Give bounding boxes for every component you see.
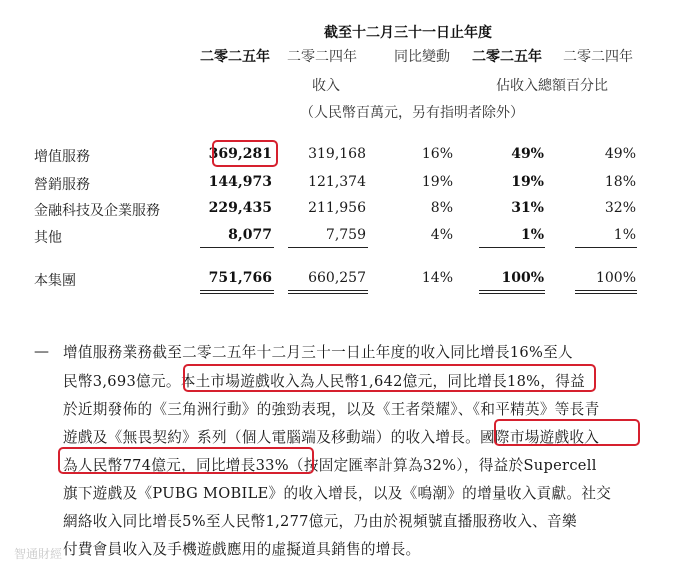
col-header-yoy: 同比變動 [394,49,450,65]
value-yoy: 19% [421,174,453,190]
value-2024: 319,168 [308,146,366,162]
pct-2024: 49% [604,146,636,162]
watermark: 智通財經 [14,547,63,561]
highlight-box [494,419,640,446]
col-header-2025-revenue: 二零二五年 [200,49,270,65]
highlight-box [212,140,278,167]
value-yoy: 16% [421,146,453,162]
bullet-dash: — [34,342,49,360]
value-2025: 229,435 [208,200,272,216]
col-header-2025-pct: 二零二五年 [472,49,542,65]
pct-2024: 18% [604,174,636,190]
value-yoy: 14% [421,270,453,286]
group-header-revenue: 收入 [312,78,340,94]
paragraph-line: 旗下遊戲及《PUBG MOBILE》的收入增長，以及《鳴潮》的增量收入貢獻。社交 [63,485,612,502]
subtotal-rule [479,247,545,248]
pct-2025: 31% [511,200,544,216]
pct-2025: 1% [520,227,544,243]
row-label: 增值服務 [34,149,90,165]
paragraph-line: 民幣3,693億元。本土市場遊戲收入為人民幣1,642億元，同比增長18%，得益 [63,373,586,390]
table-top-header: 截至十二月三十一日止年度 [324,25,492,41]
highlight-box [183,364,596,392]
paragraph-line: 增值服務業務截至二零二五年十二月三十一日止年度的收入同比增長16%至人 [63,344,573,361]
value-2024: 660,257 [308,270,366,286]
paragraph-line: 於近期發佈的《三角洲行動》的強勁表現，以及《王者榮耀》、《和平精英》等長青 [63,401,600,418]
value-2025: 751,766 [208,270,272,286]
paragraph-line: 為人民幣774億元，同比增長33%（按固定匯率計算為32%），得益於Supercell [63,457,597,474]
value-2024: 211,956 [308,200,366,216]
total-double-rule [575,290,637,294]
highlight-box [58,447,314,474]
pct-2025: 49% [511,146,544,162]
value-2025: 8,077 [228,227,272,243]
pct-2024: 100% [595,270,636,286]
paragraph-line: 付費會員收入及手機遊戲應用的虛擬道具銷售的增長。 [63,541,421,558]
total-double-rule [200,290,274,294]
total-double-rule [479,290,545,294]
row-label: 本集團 [34,273,76,289]
value-2025: 369,281 [208,146,272,162]
value-2025: 144,973 [208,174,272,190]
total-double-rule [288,290,368,294]
pct-2024: 1% [613,227,636,243]
col-header-2024-revenue: 二零二四年 [287,49,357,65]
subtotal-rule [575,247,637,248]
value-yoy: 8% [430,200,453,216]
row-label: 金融科技及企業服務 [34,203,160,219]
paragraph-line: 遊戲及《無畏契約》系列（個人電腦端及移動端）的收入增長。國際市場遊戲收入 [63,429,600,446]
row-label: 營銷服務 [34,177,90,193]
value-2024: 121,374 [308,174,366,190]
value-yoy: 4% [430,227,453,243]
row-label: 其他 [34,230,62,246]
subtotal-rule [288,247,368,248]
col-header-2024-pct: 二零二四年 [563,49,633,65]
pct-2025: 100% [501,270,544,286]
group-header-pct: 佔收入總額百分比 [496,78,608,94]
paragraph-line: 網絡收入同比增長5%至人民幣1,277億元，乃由於視頻號直播服務收入、音樂 [63,513,577,530]
value-2024: 7,759 [325,227,366,243]
subtotal-rule [200,247,274,248]
unit-note: （人民幣百萬元，另有指明者除外） [300,105,524,121]
pct-2025: 19% [511,174,544,190]
pct-2024: 32% [604,200,636,216]
